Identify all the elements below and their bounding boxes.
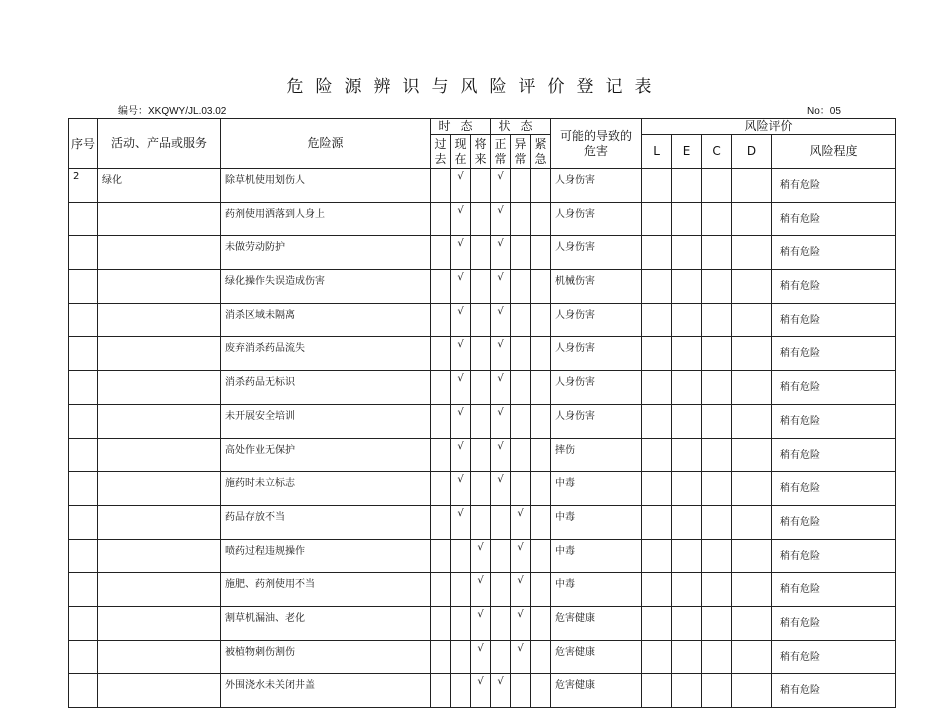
- risk-level-cell: 稍有危险: [772, 270, 896, 304]
- table-row: [69, 606, 896, 640]
- hazard-cell: 废弃消杀药品流失: [221, 337, 431, 371]
- table-row: [69, 202, 896, 236]
- risk-level-cell: 稍有危险: [772, 640, 896, 674]
- present-mark: √: [451, 303, 471, 337]
- normal-mark: √: [491, 371, 511, 405]
- emergency-mark: [531, 573, 551, 607]
- page-title: 危险源辨识与风险评价登记表: [286, 77, 664, 97]
- future-mark: [471, 438, 491, 472]
- normal-mark: [491, 539, 511, 573]
- c-cell: [702, 337, 732, 371]
- c-cell: [702, 606, 732, 640]
- hazard-cell: 外围浇水未关闭井盖: [221, 674, 431, 708]
- header-harm: 可能的导致的危害: [551, 119, 642, 169]
- header-d: D: [732, 135, 772, 169]
- header-hazard: 危险源: [221, 119, 431, 169]
- hazard-cell: 高处作业无保护: [221, 438, 431, 472]
- d-cell: [732, 606, 772, 640]
- hazard-register-table: [68, 118, 896, 708]
- seq-cell: [69, 539, 98, 573]
- table-row: [69, 337, 896, 371]
- table-row: [69, 640, 896, 674]
- future-mark: [471, 236, 491, 270]
- harm-cell: 中毒: [551, 472, 642, 506]
- d-cell: [732, 539, 772, 573]
- future-mark: √: [471, 640, 491, 674]
- seq-cell: 2: [69, 169, 98, 203]
- seq-cell: [69, 573, 98, 607]
- d-cell: [732, 236, 772, 270]
- seq-cell: [69, 404, 98, 438]
- seq-cell: [69, 202, 98, 236]
- harm-cell: 中毒: [551, 573, 642, 607]
- c-cell: [702, 472, 732, 506]
- future-mark: √: [471, 674, 491, 708]
- past-mark: [431, 472, 451, 506]
- d-cell: [732, 202, 772, 236]
- present-mark: √: [451, 202, 471, 236]
- abnormal-mark: √: [511, 606, 531, 640]
- hazard-cell: 未开展安全培训: [221, 404, 431, 438]
- abnormal-mark: [511, 236, 531, 270]
- header-risk-level: 风险程度: [772, 135, 896, 169]
- seq-cell: [69, 337, 98, 371]
- present-mark: [451, 606, 471, 640]
- header-state: 状态: [491, 119, 551, 135]
- e-cell: [672, 674, 702, 708]
- normal-mark: √: [491, 404, 511, 438]
- normal-mark: √: [491, 270, 511, 304]
- e-cell: [672, 640, 702, 674]
- normal-mark: √: [491, 674, 511, 708]
- hazard-cell: 消杀药品无标识: [221, 371, 431, 405]
- seq-cell: [69, 505, 98, 539]
- header-activity: 活动、产品或服务: [98, 119, 221, 169]
- emergency-mark: [531, 169, 551, 203]
- hazard-cell: 未做劳动防护: [221, 236, 431, 270]
- present-mark: √: [451, 505, 471, 539]
- header-future: 将来: [471, 135, 491, 169]
- past-mark: [431, 202, 451, 236]
- future-mark: [471, 169, 491, 203]
- abnormal-mark: [511, 303, 531, 337]
- table-row: [69, 236, 896, 270]
- abnormal-mark: √: [511, 573, 531, 607]
- activity-cell: [98, 640, 221, 674]
- emergency-mark: [531, 472, 551, 506]
- seq-cell: [69, 270, 98, 304]
- l-cell: [642, 371, 672, 405]
- table-row: [69, 472, 896, 506]
- c-cell: [702, 573, 732, 607]
- e-cell: [672, 505, 702, 539]
- abnormal-mark: √: [511, 539, 531, 573]
- harm-cell: 摔伤: [551, 438, 642, 472]
- harm-cell: 人身伤害: [551, 337, 642, 371]
- future-mark: [471, 202, 491, 236]
- harm-cell: 人身伤害: [551, 371, 642, 405]
- abnormal-mark: [511, 371, 531, 405]
- normal-mark: √: [491, 169, 511, 203]
- l-cell: [642, 640, 672, 674]
- d-cell: [732, 404, 772, 438]
- seq-cell: [69, 371, 98, 405]
- l-cell: [642, 606, 672, 640]
- e-cell: [672, 303, 702, 337]
- c-cell: [702, 303, 732, 337]
- abnormal-mark: [511, 404, 531, 438]
- harm-cell: 中毒: [551, 539, 642, 573]
- l-cell: [642, 169, 672, 203]
- e-cell: [672, 539, 702, 573]
- document-number: 编号：XKQWY/JL.03.02: [118, 106, 227, 117]
- header-past: 过去: [431, 135, 451, 169]
- past-mark: [431, 371, 451, 405]
- harm-cell: 人身伤害: [551, 303, 642, 337]
- past-mark: [431, 303, 451, 337]
- normal-mark: [491, 606, 511, 640]
- harm-cell: 人身伤害: [551, 404, 642, 438]
- activity-cell: [98, 236, 221, 270]
- harm-cell: 人身伤害: [551, 169, 642, 203]
- hazard-cell: 药剂使用洒落到人身上: [221, 202, 431, 236]
- abnormal-mark: [511, 472, 531, 506]
- risk-level-cell: 稍有危险: [772, 169, 896, 203]
- e-cell: [672, 472, 702, 506]
- activity-cell: [98, 404, 221, 438]
- c-cell: [702, 539, 732, 573]
- hazard-cell: 被植物刺伤割伤: [221, 640, 431, 674]
- table-row: [69, 404, 896, 438]
- page-number: No：05: [807, 106, 841, 117]
- c-cell: [702, 202, 732, 236]
- risk-level-cell: 稍有危险: [772, 438, 896, 472]
- present-mark: [451, 573, 471, 607]
- header-tense: 时态: [431, 119, 491, 135]
- l-cell: [642, 303, 672, 337]
- hazard-cell: 消杀区域未隔离: [221, 303, 431, 337]
- c-cell: [702, 169, 732, 203]
- risk-level-cell: 稍有危险: [772, 337, 896, 371]
- emergency-mark: [531, 404, 551, 438]
- activity-cell: [98, 472, 221, 506]
- activity-cell: [98, 539, 221, 573]
- l-cell: [642, 270, 672, 304]
- present-mark: √: [451, 472, 471, 506]
- c-cell: [702, 438, 732, 472]
- emergency-mark: [531, 674, 551, 708]
- table-row: [69, 303, 896, 337]
- table-row: [69, 505, 896, 539]
- past-mark: [431, 438, 451, 472]
- c-cell: [702, 371, 732, 405]
- past-mark: [431, 539, 451, 573]
- activity-cell: [98, 337, 221, 371]
- l-cell: [642, 404, 672, 438]
- emergency-mark: [531, 438, 551, 472]
- hazard-cell: 施药时未立标志: [221, 472, 431, 506]
- risk-level-cell: 稍有危险: [772, 371, 896, 405]
- emergency-mark: [531, 606, 551, 640]
- activity-cell: [98, 303, 221, 337]
- l-cell: [642, 539, 672, 573]
- d-cell: [732, 371, 772, 405]
- abnormal-mark: √: [511, 505, 531, 539]
- present-mark: √: [451, 169, 471, 203]
- activity-cell: [98, 371, 221, 405]
- header-abnormal: 异常: [511, 135, 531, 169]
- abnormal-mark: [511, 169, 531, 203]
- activity-cell: [98, 202, 221, 236]
- l-cell: [642, 505, 672, 539]
- l-cell: [642, 674, 672, 708]
- table-row: [69, 169, 896, 203]
- activity-cell: [98, 270, 221, 304]
- d-cell: [732, 505, 772, 539]
- abnormal-mark: [511, 674, 531, 708]
- seq-cell: [69, 640, 98, 674]
- risk-level-cell: 稍有危险: [772, 573, 896, 607]
- risk-level-cell: 稍有危险: [772, 236, 896, 270]
- normal-mark: √: [491, 438, 511, 472]
- normal-mark: [491, 573, 511, 607]
- d-cell: [732, 270, 772, 304]
- harm-cell: 人身伤害: [551, 202, 642, 236]
- risk-level-cell: 稍有危险: [772, 539, 896, 573]
- emergency-mark: [531, 202, 551, 236]
- past-mark: [431, 640, 451, 674]
- d-cell: [732, 640, 772, 674]
- abnormal-mark: √: [511, 640, 531, 674]
- present-mark: √: [451, 371, 471, 405]
- future-mark: √: [471, 539, 491, 573]
- e-cell: [672, 337, 702, 371]
- header-emergency: 紧急: [531, 135, 551, 169]
- c-cell: [702, 404, 732, 438]
- hazard-cell: 喷药过程违规操作: [221, 539, 431, 573]
- past-mark: [431, 573, 451, 607]
- abnormal-mark: [511, 202, 531, 236]
- d-cell: [732, 472, 772, 506]
- past-mark: [431, 606, 451, 640]
- c-cell: [702, 640, 732, 674]
- header-present: 现在: [451, 135, 471, 169]
- normal-mark: √: [491, 202, 511, 236]
- abnormal-mark: [511, 438, 531, 472]
- seq-cell: [69, 438, 98, 472]
- table-row: [69, 573, 896, 607]
- seq-cell: [69, 236, 98, 270]
- present-mark: √: [451, 404, 471, 438]
- e-cell: [672, 236, 702, 270]
- activity-cell: [98, 606, 221, 640]
- activity-cell: [98, 674, 221, 708]
- normal-mark: √: [491, 236, 511, 270]
- emergency-mark: [531, 539, 551, 573]
- d-cell: [732, 169, 772, 203]
- past-mark: [431, 674, 451, 708]
- future-mark: [471, 472, 491, 506]
- table-row: [69, 438, 896, 472]
- l-cell: [642, 438, 672, 472]
- past-mark: [431, 236, 451, 270]
- d-cell: [732, 337, 772, 371]
- future-mark: [471, 337, 491, 371]
- normal-mark: [491, 640, 511, 674]
- risk-level-cell: 稍有危险: [772, 606, 896, 640]
- past-mark: [431, 169, 451, 203]
- activity-cell: [98, 438, 221, 472]
- future-mark: [471, 303, 491, 337]
- past-mark: [431, 505, 451, 539]
- normal-mark: √: [491, 337, 511, 371]
- seq-cell: [69, 303, 98, 337]
- future-mark: [471, 270, 491, 304]
- future-mark: [471, 404, 491, 438]
- past-mark: [431, 270, 451, 304]
- normal-mark: [491, 505, 511, 539]
- abnormal-mark: [511, 337, 531, 371]
- emergency-mark: [531, 337, 551, 371]
- risk-level-cell: 稍有危险: [772, 404, 896, 438]
- table-row: [69, 539, 896, 573]
- header-risk-evaluation: 风险评价: [642, 119, 896, 135]
- future-mark: [471, 505, 491, 539]
- risk-level-cell: 稍有危险: [772, 303, 896, 337]
- header-l: L: [642, 135, 672, 169]
- e-cell: [672, 371, 702, 405]
- header-normal: 正常: [491, 135, 511, 169]
- past-mark: [431, 337, 451, 371]
- risk-level-cell: 稍有危险: [772, 202, 896, 236]
- e-cell: [672, 202, 702, 236]
- activity-cell: 绿化: [98, 169, 221, 203]
- hazard-cell: 割草机漏油、老化: [221, 606, 431, 640]
- harm-cell: 机械伤害: [551, 270, 642, 304]
- risk-level-cell: 稍有危险: [772, 505, 896, 539]
- present-mark: √: [451, 236, 471, 270]
- risk-level-cell: 稍有危险: [772, 472, 896, 506]
- present-mark: [451, 640, 471, 674]
- seq-cell: [69, 674, 98, 708]
- hazard-cell: 除草机使用划伤人: [221, 169, 431, 203]
- present-mark: [451, 539, 471, 573]
- emergency-mark: [531, 303, 551, 337]
- l-cell: [642, 337, 672, 371]
- emergency-mark: [531, 640, 551, 674]
- harm-cell: 人身伤害: [551, 236, 642, 270]
- activity-cell: [98, 505, 221, 539]
- header-seq: 序号: [69, 119, 98, 169]
- present-mark: √: [451, 337, 471, 371]
- seq-cell: [69, 472, 98, 506]
- abnormal-mark: [511, 270, 531, 304]
- table-row: [69, 674, 896, 708]
- e-cell: [672, 404, 702, 438]
- d-cell: [732, 674, 772, 708]
- normal-mark: √: [491, 303, 511, 337]
- e-cell: [672, 606, 702, 640]
- risk-level-cell: 稍有危险: [772, 674, 896, 708]
- harm-cell: 危害健康: [551, 674, 642, 708]
- normal-mark: √: [491, 472, 511, 506]
- header-e: E: [672, 135, 702, 169]
- harm-cell: 危害健康: [551, 606, 642, 640]
- past-mark: [431, 404, 451, 438]
- hazard-cell: 施肥、药剂使用不当: [221, 573, 431, 607]
- present-mark: √: [451, 270, 471, 304]
- emergency-mark: [531, 270, 551, 304]
- header-c: C: [702, 135, 732, 169]
- emergency-mark: [531, 371, 551, 405]
- table-row: [69, 371, 896, 405]
- l-cell: [642, 472, 672, 506]
- activity-cell: [98, 573, 221, 607]
- e-cell: [672, 270, 702, 304]
- emergency-mark: [531, 236, 551, 270]
- e-cell: [672, 573, 702, 607]
- present-mark: √: [451, 438, 471, 472]
- seq-cell: [69, 606, 98, 640]
- l-cell: [642, 236, 672, 270]
- emergency-mark: [531, 505, 551, 539]
- e-cell: [672, 169, 702, 203]
- e-cell: [672, 438, 702, 472]
- c-cell: [702, 270, 732, 304]
- future-mark: √: [471, 573, 491, 607]
- hazard-cell: 绿化操作失误造成伤害: [221, 270, 431, 304]
- d-cell: [732, 438, 772, 472]
- future-mark: [471, 371, 491, 405]
- c-cell: [702, 505, 732, 539]
- l-cell: [642, 202, 672, 236]
- d-cell: [732, 303, 772, 337]
- hazard-cell: 药品存放不当: [221, 505, 431, 539]
- present-mark: [451, 674, 471, 708]
- table-row: [69, 270, 896, 304]
- d-cell: [732, 573, 772, 607]
- harm-cell: 中毒: [551, 505, 642, 539]
- harm-cell: 危害健康: [551, 640, 642, 674]
- future-mark: √: [471, 606, 491, 640]
- l-cell: [642, 573, 672, 607]
- c-cell: [702, 236, 732, 270]
- c-cell: [702, 674, 732, 708]
